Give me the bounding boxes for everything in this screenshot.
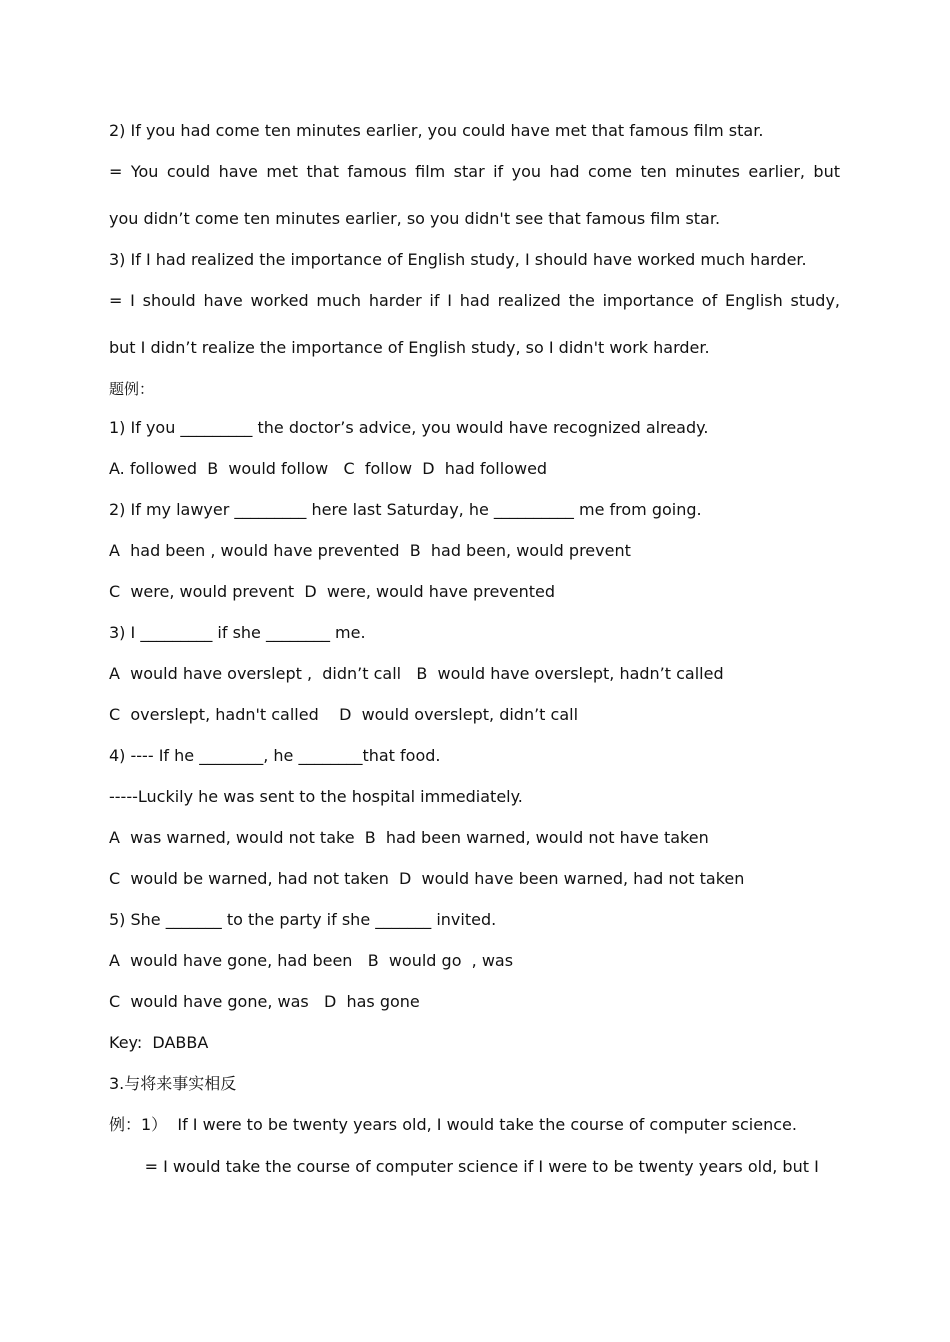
question-2-options-ab: A had been , would have prevented B had been, would prevent <box>109 541 631 560</box>
question-3: 3) I _________ if she ________ me. <box>109 623 366 642</box>
example-2-sentence: 2) If you had come ten minutes earlier, you could have met that famous film star. <box>109 121 764 140</box>
question-5-options-ab: A would have gone, had been B would go , was <box>109 951 514 970</box>
section-3-heading: 3.与将来事实相反 <box>109 1074 237 1093</box>
answer-key: Key: DABBA <box>109 1033 209 1052</box>
question-5: 5) She _______ to the party if she _______ invited. <box>109 910 497 929</box>
question-4-options-ab: A was warned, would not take B had been warned, would not have taken <box>109 828 709 847</box>
question-5-options-cd: C would have gone, was D has gone <box>109 992 420 1011</box>
exercise-heading: 题例： <box>109 380 155 398</box>
question-4: 4) ---- If he ________, he ________that food. <box>109 746 441 765</box>
section-3-example: 例：1） If I were to be twenty years old, I would take the course of computer science. <box>109 1115 797 1134</box>
example-3-sentence: 3) If I had realized the importance of English study, I should have worked much harder. <box>109 250 807 269</box>
question-1: 1) If you _________ the doctor’s advice, you would have recognized already. <box>109 418 709 437</box>
example-2-rewrite-cont: you didn’t come ten minutes earlier, so you didn't see that famous film star. <box>109 209 721 228</box>
question-2: 2) If my lawyer _________ here last Saturday, he __________ me from going. <box>109 500 702 519</box>
question-4-options-cd: C would be warned, had not taken D would have been warned, had not taken <box>109 869 745 888</box>
example-2-rewrite: = You could have met that famous film star if you had come ten minutes earlier, but <box>109 162 840 181</box>
question-1-options: A. followed B would follow C follow D had followed <box>109 459 548 478</box>
question-2-options-cd: C were, would prevent D were, would have prevented <box>109 582 556 601</box>
question-4-reply: -----Luckily he was sent to the hospital immediately. <box>109 787 523 806</box>
section-3-rewrite: = I would take the course of computer science if I were to be twenty years old, but I <box>109 1157 819 1176</box>
example-3-rewrite: = I should have worked much harder if I had realized the importance of English study, <box>109 291 840 310</box>
question-3-options-cd: C overslept, hadn't called D would overslept, didn’t call <box>109 705 579 724</box>
example-3-rewrite-cont: but I didn’t realize the importance of English study, so I didn't work harder. <box>109 338 710 357</box>
question-3-options-ab: A would have overslept , didn’t call B would have overslept, hadn’t called <box>109 664 724 683</box>
